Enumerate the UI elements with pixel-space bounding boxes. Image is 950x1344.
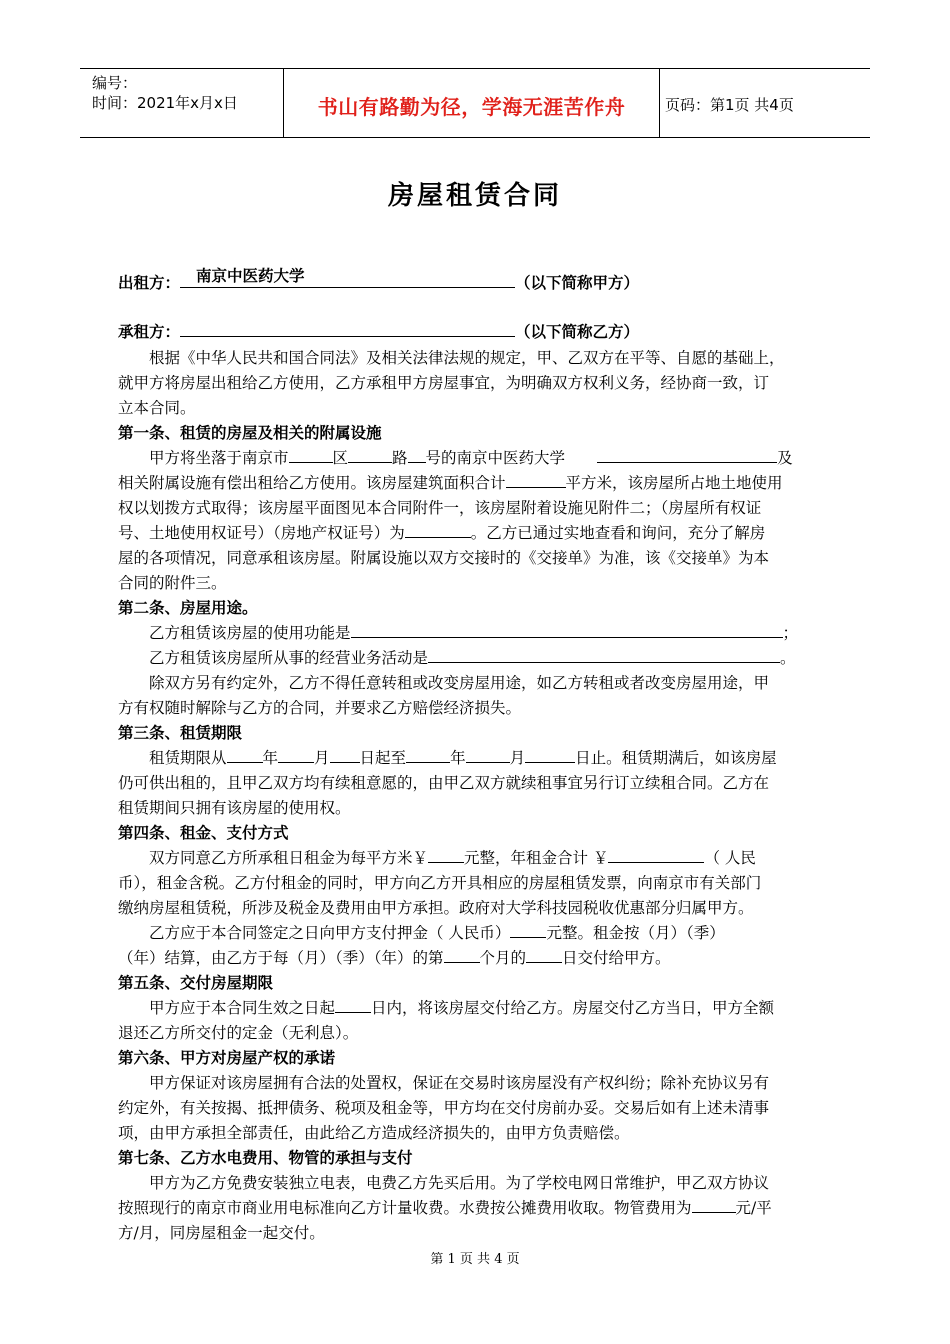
text-segment: 月 (314, 749, 330, 767)
article-1-line-3: 权以划拨方式取得；该房屋平面图见本合同附件一，该房屋附着设施见附件二；（房屋所有权证 (118, 499, 762, 517)
article-4-line-1 (149, 846, 756, 868)
article-6-line-2: 约定外，有关按揭、抵押债务、税项及租金等，甲方均在交付房前办妥。交易后如有上述未清事 (118, 1099, 770, 1117)
article-5-line-2: 退还乙方所交付的定金（无利息）。 (118, 1024, 359, 1042)
usage-blank (351, 622, 783, 638)
article-2-line-3: 除双方另有约定外，乙方不得任意转租或改变房屋用途，如乙方转租或者改变房屋用途，甲 (149, 674, 770, 692)
article-4-heading: 第四条、租金、支付方式 (118, 824, 289, 842)
article-1-line-1 (149, 446, 793, 468)
article-4-line-2: 币），租金含税。乙方付租金的同时，甲方向乙方开具相应的房屋租赁发票，向南京市有关部门 (118, 874, 762, 892)
building-blank (597, 447, 777, 463)
lessee-label: 承租方： (118, 323, 181, 341)
text-segment: 甲方将坐落于南京市 (149, 449, 289, 467)
text-segment: 年 (450, 749, 466, 767)
article-1-line-5: 屋的各项情况，同意承租该房屋。附属设施以双方交接时的《交接单》为准，该《交接单》为本 (118, 549, 770, 567)
end-month-blank (466, 747, 510, 763)
payment-day-blank (526, 947, 562, 963)
text-segment: 平方米，该房屋所占地土地使用 (565, 474, 783, 492)
page-footer: 第 1 页 共 4 页 (430, 1252, 520, 1267)
header-page-cell (659, 69, 870, 137)
article-3-line-3: 租赁期间只拥有该房屋的使用权。 (118, 799, 351, 817)
article-5-line-1 (149, 996, 774, 1018)
text-segment: 元整。租金按（月）（季） (546, 924, 725, 942)
article-6-heading: 第六条、甲方对房屋产权的承诺 (118, 1049, 336, 1067)
date-label: 时间：2021年x月x日 (92, 94, 238, 112)
article-1-heading: 第一条、租赁的房屋及相关的附属设施 (118, 424, 382, 442)
text-segment: 月 (509, 749, 526, 767)
article-1-line-4 (118, 521, 765, 543)
lessee-line (118, 320, 639, 342)
text-segment: 乙方应于本合同签定之日向甲方支付押金（ 人民币） (149, 924, 511, 942)
text-segment: ； (782, 624, 799, 642)
article-2-line-2 (149, 646, 796, 668)
lessor-label: 出租方： (118, 274, 181, 292)
text-segment: 日起至 (359, 749, 407, 767)
lessee-name-field (180, 321, 515, 337)
document-header (80, 68, 870, 138)
article-4-line-5 (118, 946, 671, 968)
article-2-line-4: 方有权随时解除与乙方的合同，并要求乙方赔偿经济损失。 (118, 699, 522, 717)
text-segment: 及 (777, 449, 793, 467)
lessor-suffix: （以下简称甲方） (515, 274, 640, 292)
article-1-line-2 (118, 471, 783, 493)
start-year-blank (227, 747, 263, 763)
text-segment: 按照现行的南京市商业用电标准向乙方计量收费。水费按公摊费用收取。物管费用为 (118, 1199, 692, 1217)
text-segment: 元整，年租金合计 ￥ (464, 849, 609, 867)
annual-rent-blank (608, 847, 704, 863)
text-segment: 。乙方已通过实地查看和询问，充分了解房 (470, 524, 766, 542)
article-3-heading: 第三条、租赁期限 (118, 724, 243, 742)
lessor-name-field (180, 267, 515, 288)
payment-period-blank (444, 947, 480, 963)
header-motto-cell (283, 69, 660, 137)
daily-rent-blank (428, 847, 464, 863)
road-blank (348, 447, 392, 463)
article-7-line-3: 方/月，同房屋租金一起交付。 (118, 1224, 325, 1242)
text-segment: 双方同意乙方所承租日租金为每平方米￥ (149, 849, 429, 867)
text-segment: 号、土地使用权证号）（房地产权证号）为 (118, 524, 405, 542)
text-segment: 乙方租赁该房屋的使用功能是 (149, 624, 351, 642)
article-7-line-2 (118, 1196, 772, 1218)
deposit-blank (510, 922, 546, 938)
article-6-line-3: 项，由甲方承担全部责任，由此给乙方造成经济损失的，由甲方负责赔偿。 (118, 1124, 630, 1142)
start-day-blank (330, 747, 360, 763)
text-segment: （ 人民 (704, 849, 756, 867)
intro-line-2: 就甲方将房屋出租给乙方使用，乙方承租甲方房屋事宜，为明确双方权利义务，经协商一致，订 (118, 374, 770, 392)
district-blank (289, 447, 333, 463)
text-segment: 乙方租赁该房屋所从事的经营业务活动是 (149, 649, 429, 667)
article-3-line-2: 仍可供出租的，且甲乙双方均有续租意愿的，由甲乙双方就续租事宜另行订立续租合同。乙方在 (118, 774, 770, 792)
document-title: 房屋租赁合同 (387, 181, 562, 211)
end-day-blank (525, 747, 575, 763)
intro-line-1: 根据《中华人民共和国合同法》及相关法律法规的规定，甲、乙双方在平等、自愿的基础上， (149, 349, 785, 367)
header-meta-cell (80, 69, 283, 137)
number-blank (408, 447, 426, 463)
text-segment: 年 (262, 749, 279, 767)
page-number-label: 页码：第1页 共4页 (665, 96, 794, 114)
text-segment: 路 (392, 449, 408, 467)
article-7-heading: 第七条、乙方水电费用、物管的承担与支付 (118, 1149, 413, 1167)
text-segment: 元/平 (735, 1199, 772, 1217)
article-6-line-1: 甲方保证对该房屋拥有合法的处置权，保证在交易时该房屋没有产权纠纷；除补充协议另有 (149, 1074, 770, 1092)
certificate-blank (405, 522, 471, 538)
lessee-suffix: （以下简称乙方） (515, 323, 640, 341)
article-1-line-6: 合同的附件三。 (118, 574, 227, 592)
intro-line-3: 立本合同。 (118, 399, 196, 417)
text-segment: 个月的 (479, 949, 527, 967)
business-blank (428, 647, 780, 663)
text-segment: 甲方应于本合同生效之日起 (149, 999, 336, 1017)
text-segment: 相关附属设施有偿出租给乙方使用。该房屋建筑面积合计 (118, 474, 506, 492)
serial-number-label: 编号： (92, 74, 138, 92)
text-segment: 号的南京中医药大学 (425, 449, 566, 467)
text-segment: 日内，将该房屋交付给乙方。房屋交付乙方当日，甲方全额 (371, 999, 775, 1017)
article-4-line-4 (149, 921, 725, 943)
article-5-heading: 第五条、交付房屋期限 (118, 974, 274, 992)
article-3-line-1 (149, 746, 777, 768)
article-2-line-1 (149, 621, 798, 643)
motto: 书山有路勤为径，学海无涯苦作舟 (317, 95, 626, 119)
article-7-line-1: 甲方为乙方免费安装独立电表，电费乙方先买后用。为了学校电网日常维护，甲乙双方协议 (149, 1174, 770, 1192)
lessor-line (118, 267, 640, 293)
property-fee-blank (692, 1197, 736, 1213)
text-segment: 。 (780, 649, 796, 667)
text-segment: 日交付给甲方。 (562, 949, 671, 967)
lessor-name: 南京中医药大学 (196, 267, 305, 285)
text-segment: （年）结算，由乙方于每（月）（季）（年）的第 (118, 949, 444, 967)
text-segment: 租赁期限从 (149, 749, 227, 767)
end-year-blank (406, 747, 450, 763)
delivery-days-blank (335, 997, 371, 1013)
area-blank (506, 472, 566, 488)
text-segment: 日止。租赁期满后，如该房屋 (575, 749, 777, 767)
article-4-line-3: 缴纳房屋租赁税，所涉及税金及费用由甲方承担。政府对大学科技园税收优惠部分归属甲方。 (118, 899, 754, 917)
start-month-blank (278, 747, 314, 763)
article-2-heading: 第二条、房屋用途。 (118, 599, 258, 617)
text-segment: 区 (332, 449, 349, 467)
